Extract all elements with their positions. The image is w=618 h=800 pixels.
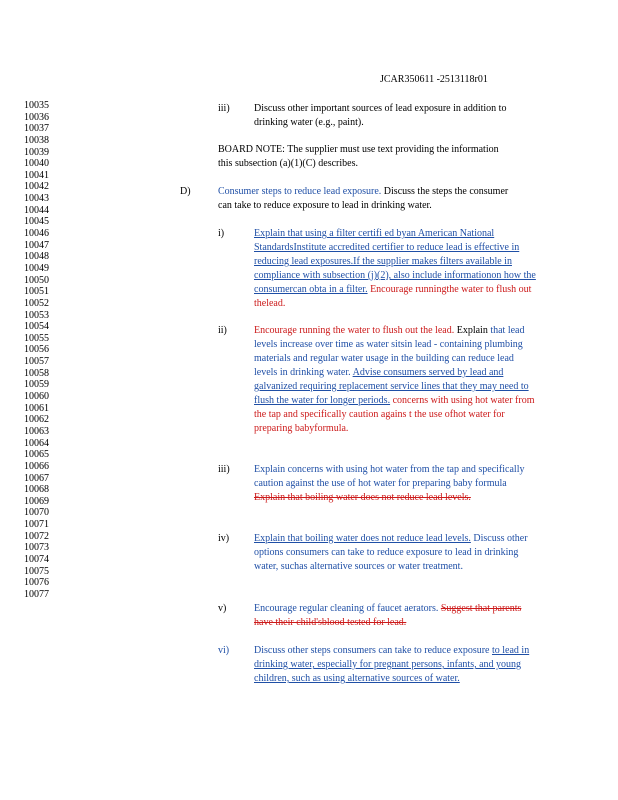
line-number: 10049 (24, 262, 49, 274)
item-marker: iii) (218, 464, 230, 475)
line-number: 10071 (24, 519, 49, 531)
line-number: 10040 (24, 158, 49, 170)
line-number: 10053 (24, 309, 49, 321)
item-vi-text (254, 644, 539, 686)
line-number: 10075 (24, 565, 49, 577)
line-number: 10051 (24, 286, 49, 298)
line-number: 10046 (24, 228, 49, 240)
line-number: 10054 (24, 321, 49, 333)
changed-text: Explain concerns with using hot water from the tap and specifically caution against the use of hot water for preparing baby formula (254, 464, 525, 489)
line-number: 10064 (24, 437, 49, 449)
line-number: 10045 (24, 216, 49, 228)
line-number: 10068 (24, 484, 49, 496)
line-number: 10074 (24, 553, 49, 565)
line-number: 10065 (24, 449, 49, 461)
item-d-intro: Consumer steps to reduce lead exposure. (218, 186, 382, 197)
line-number: 10070 (24, 507, 49, 519)
item-marker: ii) (218, 325, 227, 336)
line-number: 10062 (24, 414, 49, 426)
line-number: 10038 (24, 134, 49, 146)
line-number: 10042 (24, 181, 49, 193)
changed-text: Discuss other steps consumers can take to reduce exposure (254, 645, 492, 656)
item-d-body: Discuss the steps the consumer can take to reduce exposure to lead in drinking water. (218, 186, 509, 211)
line-number: 10058 (24, 367, 49, 379)
item-marker: iii) (218, 103, 230, 114)
item-marker: i) (218, 228, 225, 239)
item-iv-text (254, 532, 539, 574)
line-number: 10048 (24, 251, 49, 263)
item-marker: vi) (218, 645, 230, 656)
line-number: 10073 (24, 542, 49, 554)
line-number: 10059 (24, 379, 49, 391)
line-number: 10044 (24, 204, 49, 216)
moved-text: Encourage runningthe water to flush out thelead. (254, 284, 532, 309)
moved-text: concerns with using hot water from the tap and specifically caution agains t the use ofhot water for preparing babyformula. (254, 395, 535, 434)
changed-text: Discuss other options consumers can take to reduce exposure to lead in drinking water, suchas alternative sources or water treatment. (254, 533, 528, 572)
line-number: 10060 (24, 391, 49, 403)
line-number: 10077 (24, 588, 49, 600)
line-number: 10066 (24, 460, 49, 472)
plain-text: Explain (456, 325, 488, 336)
item-iii-b-text (254, 463, 539, 505)
inserted-text: to lead in drinking water, especially for pregnant persons, infants, and young children, such as using alternative sources of water. (254, 645, 530, 684)
line-number: 10035 (24, 100, 49, 111)
item-i-text (254, 227, 539, 311)
line-number: 10076 (24, 577, 49, 589)
moved-text: Encourage running the water to flush out the lead. (254, 325, 457, 336)
line-numbers (24, 100, 74, 601)
line-number: 10041 (24, 169, 49, 181)
deleted-text: Explain that boiling water does not reduce lead levels. (254, 492, 471, 503)
inserted-text: Advise consumers served by lead and galvanized requiring replacement service lines that they may need to flush the water for longer periods. (254, 367, 529, 406)
changed-text: that lead levels increase over time as water sitsin lead - containing plumbing materials and regular water usage in the building can reduce lead levels in drinking water. (254, 325, 525, 378)
line-number: 10036 (24, 111, 49, 123)
inserted-text: Explain that using a filter certifi ed byan American National StandardsInstitute accredited certifier to reduce lead is effective in reducing lead exposures.If the supplier makes filters available in compliance with subsection (j)(2), also include informationon how the consumercan obta in a filter. (254, 228, 536, 295)
item-marker: D) (180, 186, 191, 197)
item-marker: v) (218, 603, 227, 614)
changed-text: Encourage regular cleaning of faucet aerators. (254, 603, 441, 614)
item-ii-text (254, 324, 539, 436)
line-number: 10037 (24, 123, 49, 135)
line-number: 10043 (24, 193, 49, 205)
line-number: 10057 (24, 356, 49, 368)
deleted-text: Suggest that parents have their child'sblood tested for lead. (254, 603, 522, 628)
item-marker: iv) (218, 533, 230, 544)
line-number: 10061 (24, 402, 49, 414)
board-note: BOARD NOTE: The supplier must use text providing the information this subsection (a)(1)(C) describes. (218, 144, 499, 169)
line-number: 10063 (24, 425, 49, 437)
line-number: 10039 (24, 146, 49, 158)
line-number: 10072 (24, 530, 49, 542)
inserted-text: Explain that boiling water does not reduce lead levels. (254, 533, 471, 544)
line-number: 10069 (24, 495, 49, 507)
item-iii-text: Discuss other important sources of lead exposure in addition to drinking water (e.g., paint). (254, 103, 507, 128)
line-number: 10056 (24, 344, 49, 356)
line-number: 10050 (24, 274, 49, 286)
item-d-text (218, 185, 521, 213)
line-number: 10067 (24, 472, 49, 484)
item-v-text (254, 602, 539, 630)
document-header: JCAR350611 -2513118r01 (380, 74, 488, 85)
line-number: 10055 (24, 332, 49, 344)
line-number: 10047 (24, 239, 49, 251)
line-number: 10052 (24, 297, 49, 309)
